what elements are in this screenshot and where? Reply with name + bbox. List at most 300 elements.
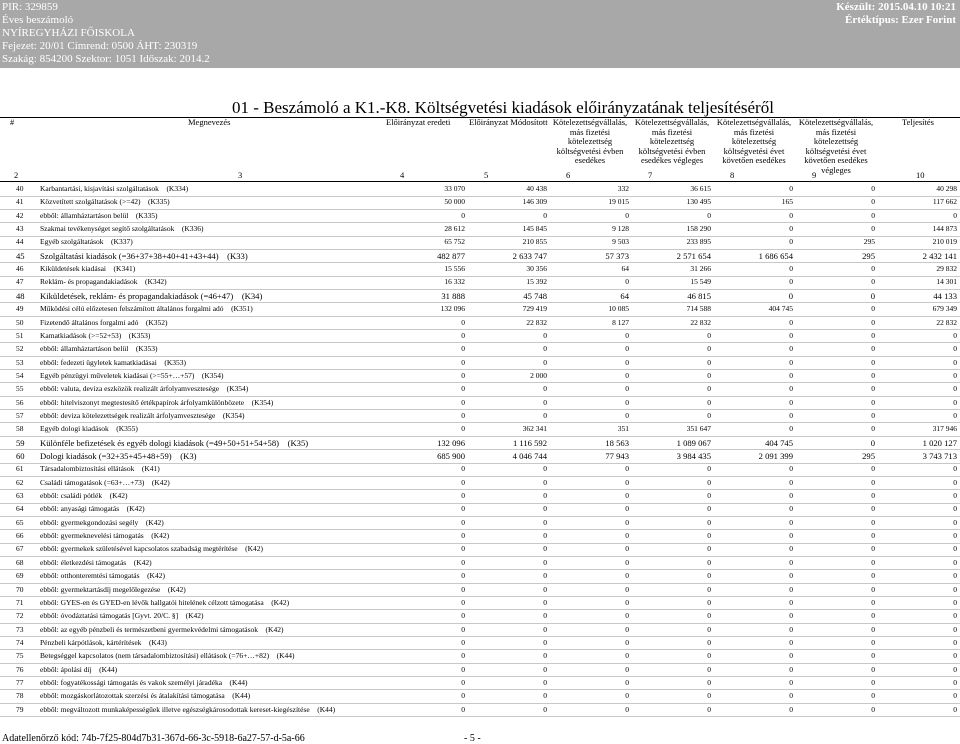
table-row [0,637,960,649]
table-row [0,276,960,288]
cell-value: 132 096 [440,304,465,314]
cell-value: 0 [870,290,875,301]
institution-label: NYÍREGYHÁZI FŐISKOLA [2,27,135,39]
cell-value: 130 495 [686,197,711,207]
cell-value: 57 373 [605,250,629,261]
row-label-text: Reklám- és propagandakiadások [40,277,138,287]
cell-value: 77 943 [605,451,629,461]
cell-value: 332 [617,184,629,193]
row-label-text: ebből: óvodáztatási támogatás [Gyvt. 20/C. §] [40,611,179,621]
row-label [40,210,157,222]
cell-value: 22 832 [936,317,957,327]
cell-value: 0 [871,370,875,380]
col-header-line: Kötelezettségvállalás, [798,117,874,127]
table-row [0,343,960,355]
cell-value: 0 [461,611,465,621]
cell-value: 0 [461,597,465,607]
cell-value: 0 [789,691,793,701]
cell-value: 144 873 [932,224,957,234]
row-label [40,263,135,275]
cell-value: 0 [953,624,957,634]
row-label [40,597,289,609]
cell-value: 210 855 [522,237,547,247]
row-number: 70 [16,584,24,594]
table-row [0,517,960,529]
row-number: 43 [16,224,24,234]
row-label [40,290,262,302]
cell-value: 0 [953,651,957,661]
table-row [0,610,960,622]
cell-value: 0 [707,704,711,714]
row-code: (K33) [227,250,248,261]
column-number: 3 [238,170,243,180]
cell-value: 0 [625,357,629,367]
cell-value: 0 [461,544,465,554]
cell-value: 0 [543,691,547,701]
cell-value: 0 [953,464,957,474]
cell-value: 0 [789,531,793,541]
cell-value: 362 341 [522,424,547,434]
cell-value: 0 [625,571,629,581]
cell-value: 1 089 067 [676,437,711,448]
row-number: 45 [16,250,25,261]
column-number: 8 [730,170,735,180]
cell-value: 0 [625,410,629,420]
cell-value: 0 [461,691,465,701]
cell-value: 29 832 [936,264,957,274]
row-label [40,624,283,636]
report-type-label: Éves beszámoló [2,14,74,26]
cell-value: 0 [543,664,547,674]
cell-value: 0 [461,397,465,407]
table-row [0,677,960,689]
row-code: (K42) [151,477,170,487]
table-row [0,410,960,422]
cell-value: 0 [871,424,875,434]
cell-value: 0 [461,317,465,327]
row-label-text: Egyéb pénzügyi műveletek kiadásai (>=55+…+57) [40,370,195,380]
row-label [40,677,247,689]
cell-value: 0 [789,224,793,234]
col-header-line: követően esedékes [722,155,786,165]
cell-value: 404 745 [768,304,793,314]
table-row [0,303,960,315]
column-number: 2 [14,170,19,180]
row-number: 76 [16,664,24,674]
row-code: (K42) [151,531,170,541]
row-number: 51 [16,330,24,340]
row-label [40,637,167,649]
cell-value: 0 [871,477,875,487]
cell-value: 0 [953,531,957,541]
table-row [0,370,960,382]
col-header-line: Kötelezettségvállalás, [716,117,792,127]
col-header-line: kötelezettség [813,136,859,146]
row-label-text: Működési célú előzetesen felszámított általános forgalmi adó [40,304,224,314]
cell-value: 0 [543,344,547,354]
row-number: 60 [16,451,25,461]
row-label [40,250,248,262]
cell-value: 295 [862,451,875,461]
cell-value: 0 [625,210,629,220]
col-header-line: esedékes [574,155,606,165]
cell-value: 0 [871,664,875,674]
row-label [40,370,224,382]
row-label-text: Családi támogatások (=63+…+73) [40,477,145,487]
cell-value: 0 [871,637,875,647]
cell-value: 0 [871,571,875,581]
cell-value: 0 [543,544,547,554]
col-header-line: költségvetési évet [805,145,867,156]
cell-value: 0 [461,664,465,674]
row-code: (K337) [111,237,133,247]
cell-value: 0 [543,491,547,501]
row-label-text: Közvetített szolgáltatások (>=42) [40,197,141,207]
cell-value: 0 [707,677,711,687]
col-header-performance: Teljesítés [902,117,934,127]
cell-value: 0 [543,637,547,647]
cell-value: 0 [625,531,629,541]
cell-value: 3 743 713 [922,451,957,461]
row-number: 42 [16,210,24,220]
row-code: (K354) [222,410,245,420]
cell-value: 0 [707,517,711,527]
cell-value: 0 [625,544,629,554]
table-row [0,290,960,302]
cell-value: 0 [871,624,875,634]
row-code: (K42) [109,491,128,501]
cell-value: 2 571 654 [676,250,711,261]
cell-value: 0 [543,397,547,407]
cell-value: 0 [871,704,875,714]
row-label [40,517,164,529]
cell-value: 0 [871,491,875,501]
row-number: 75 [16,651,24,661]
row-code: (K42) [185,611,204,621]
table-row [0,330,960,342]
cell-value: 0 [789,517,793,527]
row-label [40,557,152,569]
cell-value: 295 [862,250,875,261]
cell-value: 0 [543,357,547,367]
cell-value: 0 [871,184,875,193]
cell-value: 2 000 [530,370,547,380]
cell-value: 233 895 [686,237,711,247]
cell-value: 0 [789,184,793,193]
cell-value: 3 984 435 [676,451,711,461]
cell-value: 36 615 [690,184,711,193]
row-label-text: Dologi kiadások (=32+35+45+48+59) [40,451,172,461]
cell-value: 8 127 [612,317,629,327]
cell-value: 0 [953,691,957,701]
cell-value: 0 [461,651,465,661]
cell-value: 714 588 [686,304,711,314]
cell-value: 0 [953,597,957,607]
row-code: (K335) [148,197,170,207]
row-label [40,397,273,409]
cell-value: 0 [461,517,465,527]
cell-value: 0 [707,624,711,634]
cell-value: 0 [461,624,465,634]
col-header-line: más fizetési [651,126,693,137]
cell-value: 0 [870,437,875,448]
sector-label: Szakág: 854200 Szektor: 1051 Időszak: 2014.2 [2,53,210,65]
cell-value: 0 [543,504,547,514]
cell-value: 0 [543,584,547,594]
table-row [0,664,960,676]
cell-value: 0 [789,317,793,327]
row-code: (K334) [166,184,189,193]
cell-value: 0 [707,477,711,487]
row-label-text: Egyéb szolgáltatások [40,237,104,247]
cell-value: 0 [789,477,793,487]
row-number: 57 [16,410,24,420]
cell-value: 158 290 [686,224,711,234]
col-header-line: végleges [821,164,851,175]
row-label [40,383,248,395]
cell-value: 0 [871,531,875,541]
cell-value: 0 [543,611,547,621]
row-number: 54 [16,370,24,380]
table-row [0,543,960,555]
cell-value: 0 [543,410,547,420]
row-number: 40 [16,184,24,193]
cell-value: 0 [625,597,629,607]
cell-value: 0 [953,504,957,514]
table-row [0,570,960,582]
cell-value: 0 [789,597,793,607]
table-row [0,223,960,235]
column-number: 7 [648,170,653,180]
cell-value: 0 [953,410,957,420]
cell-value: 0 [789,237,793,247]
cell-value: 0 [543,624,547,634]
row-number: 68 [16,557,24,567]
cell-value: 0 [625,477,629,487]
row-label-text: ebből: hitelviszonyt megtestesítő értékpapírok árfolyamkülönbözete [40,397,245,407]
row-label-text: ebből: államháztartáson belül [40,210,129,220]
cell-value: 45 748 [523,290,547,301]
row-code: (K354) [226,384,249,394]
cell-value: 0 [461,491,465,501]
table-row [0,210,960,222]
row-label-text: ebből: gyermekgondozási segély [40,517,139,527]
cell-value: 15 556 [444,264,465,274]
row-number: 48 [16,290,25,301]
row-code: (K44) [276,651,295,661]
cell-value: 0 [953,704,957,714]
cell-value: 0 [461,357,465,367]
row-label-text: ebből: gyermektartásdíj megelőlegezése [40,584,161,594]
cell-value: 0 [953,344,957,354]
cell-value: 0 [871,384,875,394]
column-number: 6 [566,170,571,180]
row-code: (K42) [126,504,145,514]
cell-value: 0 [789,637,793,647]
row-label [40,570,165,582]
cell-value: 0 [707,664,711,674]
table-row [0,196,960,208]
row-label [40,463,160,475]
cell-value: 0 [461,424,465,434]
row-number: 64 [16,504,24,514]
cell-value: 1 116 592 [512,437,547,448]
cell-value: 0 [953,357,957,367]
col-header-line: költségvetési évben [556,145,624,156]
row-label [40,410,245,422]
cell-value: 0 [461,344,465,354]
row-label-text: ebből: megváltozott munkaképességűek illetve egészségkárosodottak kereset-kiegészítése [40,704,310,714]
cell-value: 0 [789,397,793,407]
cell-value: 0 [707,651,711,661]
row-number: 46 [16,264,24,274]
cell-value: 0 [871,677,875,687]
cell-value: 1 020 127 [922,437,957,448]
cell-value: 9 503 [612,237,629,247]
cell-value: 0 [707,504,711,514]
row-label [40,664,117,676]
row-label-text: Fizetendő általános forgalmi adó [40,317,139,327]
row-label [40,317,168,329]
row-code: (K42) [133,557,152,567]
cell-value: 0 [789,210,793,220]
cell-value: 0 [789,491,793,501]
row-label-text: ebből: deviza kötelezettségek realizált árfolyamvesztesége [40,410,216,420]
cell-value: 0 [461,531,465,541]
cell-value: 0 [625,664,629,674]
cell-value: 404 745 [765,437,793,448]
row-label-text: ebből: anyasági támogatás [40,504,120,514]
cell-value: 1 686 654 [758,250,793,261]
cell-value: 33 070 [444,184,465,193]
cell-value: 16 332 [444,277,465,287]
col-header-commitment-after [714,118,794,166]
cell-value: 64 [620,290,629,301]
cell-value: 0 [461,410,465,420]
cell-value: 0 [953,571,957,581]
row-label [40,437,308,449]
cell-value: 0 [789,464,793,474]
cell-value: 50 000 [444,197,465,207]
cell-value: 22 832 [690,317,711,327]
row-code: (K355) [116,424,138,434]
row-label-text: ebből: otthonteremtési támogatás [40,571,140,581]
cell-value: 685 900 [437,451,465,461]
row-code: (K42) [265,624,284,634]
row-code: (K44) [229,677,248,687]
table-row [0,383,960,395]
cell-value: 4 046 744 [512,451,547,461]
cell-value: 0 [953,384,957,394]
cell-value: 2 633 747 [512,250,547,261]
cell-value: 0 [788,290,793,301]
cell-value: 0 [543,531,547,541]
cell-value: 0 [871,210,875,220]
cell-value: 0 [789,677,793,687]
row-label-text: Kiküldetések, reklám- és propagandakiadások (=46+47) [40,290,234,301]
header-bottom-rule [0,181,960,182]
row-label [40,690,250,702]
cell-value: 0 [953,397,957,407]
cell-value: 0 [789,410,793,420]
cell-value: 0 [707,491,711,501]
row-label-text: ebből: GYES-en és GYED-en lévők hallgatói hitelének célzott támogatása [40,597,264,607]
row-code: (K34) [241,290,263,301]
cell-value: 0 [789,384,793,394]
row-number: 41 [16,197,24,207]
cell-value: 0 [871,357,875,367]
col-header-original: Előirányzat eredeti [386,117,451,127]
row-code: (K342) [144,277,167,287]
cell-value: 0 [461,584,465,594]
cell-value: 0 [543,210,547,220]
cell-value: 0 [871,517,875,527]
cell-value: 0 [707,637,711,647]
cell-value: 729 419 [522,304,547,314]
col-header-line: költségvetési évet [723,145,785,156]
cell-value: 0 [871,317,875,327]
cell-value: 0 [625,370,629,380]
column-number: 4 [400,170,405,180]
row-number: 44 [16,237,24,247]
col-header-line: követően esedékes [804,155,868,165]
cell-value: 132 096 [437,437,465,448]
cell-value: 0 [871,597,875,607]
cell-value: 165 [781,197,793,207]
cell-value: 0 [461,210,465,220]
row-number: 55 [16,384,24,394]
cell-value: 0 [871,611,875,621]
row-label [40,584,186,596]
page-number: - 5 - [464,733,481,744]
row-number: 52 [16,344,24,354]
row-number: 50 [16,317,24,327]
row-label-text: ebből: mozgáskorlátozottak szerzési és átalakítási támogatása [40,691,225,701]
cell-value: 0 [789,424,793,434]
cell-value: 0 [707,357,711,367]
cell-value: 0 [789,344,793,354]
cell-value: 0 [461,637,465,647]
cell-value: 0 [789,264,793,274]
cell-value: 0 [543,517,547,527]
cell-value: 10 085 [608,304,629,314]
cell-value: 0 [543,557,547,567]
row-label-text: ebből: gyermekek születésével kapcsolatos szabadság megtérítése [40,544,238,554]
col-header-line: kötelezettség [731,136,777,146]
cell-value: 0 [707,410,711,420]
cell-value: 0 [625,504,629,514]
row-code: (K3) [180,451,197,461]
cell-value: 0 [461,571,465,581]
row-label [40,330,150,342]
row-number: 47 [16,277,24,287]
row-label-text: ebből: fedezeti ügyletek kamatkiadásai [40,357,157,367]
pir-label: PIR: 329859 [2,1,58,13]
row-number: 56 [16,397,24,407]
row-label-text: ebből: államháztartáson belül [40,344,129,354]
row-code: (K44) [232,691,251,701]
cell-value: 18 563 [605,437,629,448]
cell-value: 14 301 [936,277,957,287]
cell-value: 0 [789,584,793,594]
table-row [0,690,960,702]
row-label [40,357,186,369]
table-row [0,450,960,462]
row-label [40,650,295,662]
col-header-commitment-after-final [796,118,876,175]
cell-value: 0 [707,330,711,340]
cell-value: 0 [871,277,875,287]
